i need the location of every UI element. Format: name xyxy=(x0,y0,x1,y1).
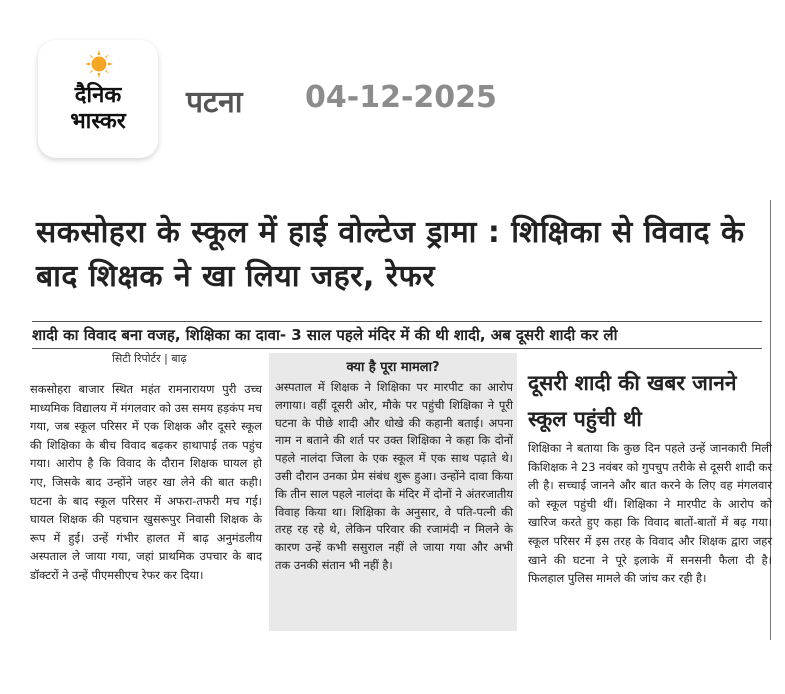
logo-text-line1: दैनिक xyxy=(74,83,122,108)
news-clipping xyxy=(22,203,778,643)
logo-text-line2: भास्कर xyxy=(70,109,126,134)
side-story-heading: दूसरी शादी की खबर जानने स्कूल पहुंची थी xyxy=(528,371,737,431)
info-box-body: अस्पताल में शिक्षक ने शिक्षिका पर मारपीट का आरोप लगाया। वहीं दूसरी ओर, मौके पर पहुंची शिक्षिका ने पूरी घटना के पीछे शादी और धोखे की कहानी बताई। अपना नाम न बताने की शर्त पर उक्त शिक्षिका ने कहा कि दोनों पहले नालंदा जिला के एक स्कूल में एक साथ पढ़ाते थे। उसी दौरान उनका प्रेम संबंध शुरू हुआ। उन्होंने दावा किया कि तीन साल पहले नालंदा के मंदिर में दोनों ने अंतरजातीय विवाह किया था। शिक्षिका के अनुसार, वे पति-पत्नी की तरह रह रहे थे, लेकिन परिवार की रजामंदी न मिलने के कारण उन्हें कभी ससुराल नहीं ले जाया गया और अभी तक उनकी संतान भी नहीं है। xyxy=(275,380,513,572)
article-body: सकसोहरा बाजार स्थित महंत रामनारायण पुरी उच्च माध्यमिक विद्यालय में मंगलवार को उस समय हड़कंप मच गया, जब स्कूल परिसर में एक शिक्षक और दूसरे स्कूल की शिक्षिका के बीच विवाद बढ़कर हाथापाई तक पहुंच गया। आरोप है कि विवाद के दौरान शिक्षक घायल हो गए, जिसके बाद उन्होंने जहर खा लेने की बात कही। घटना के बाद स्कूल परिसर में अफरा-तफरी मच गई। घायल शिक्षक की पहचान खुसरूपुर निवासी शिक्षक के रूप में हुई। उन्हें गंभीर हालत में बाढ़ अनुमंडलीय अस्पताल ले जाया गया, जहां प्राथमिक उपचार के बाद डॉक्टरों ने उन्हें पीएमसीएच रेफर कर दिया। xyxy=(30,382,262,582)
article-subheadline: शादी का विवाद बना वजह, शिक्षिका का दावा- 3 साल पहले मंदिर में की थी शादी, अब दूसरी शादी कर ली xyxy=(32,321,762,349)
article-headline: सकसोहरा के स्कूल में हाई वोल्टेज ड्रामा : शिक्षिका से विवाद के बाद शिक्षक ने खा लिया जहर, रेफर xyxy=(36,215,745,294)
info-box xyxy=(269,353,517,631)
info-box-title: क्या है पूरा मामला? xyxy=(346,360,440,375)
side-story-body: शिक्षिका ने बताया कि कुछ दिन पहले उन्हें जानकारी मिली किशिक्षक ने 23 नवंबर को गुपचुप तरीके से दूसरी शादी कर ली है। सच्चाई जानने और बात करने के लिए वह मंगलवार को स्कूल पहुंची थीं। शिक्षिका ने मारपीट के आरोप को खारिज करते हुए कहा कि विवाद बातों-बातों में बढ़ गया। स्कूल परिसर में इस तरह के विवाद और शिक्षक द्वारा जहर खाने की घटना ने पूरे इलाके में सनसनी फैला दी है। फिलहाल पुलिस मामले की जांच कर रही है। xyxy=(528,441,772,586)
city-label: पटना xyxy=(186,85,243,120)
sun-icon xyxy=(85,50,113,78)
app-logo[interactable] xyxy=(38,40,158,158)
article-byline: सिटी रिपोर्टर | बाढ़ xyxy=(112,352,187,365)
date-label: 04-12-2025 xyxy=(305,80,497,115)
